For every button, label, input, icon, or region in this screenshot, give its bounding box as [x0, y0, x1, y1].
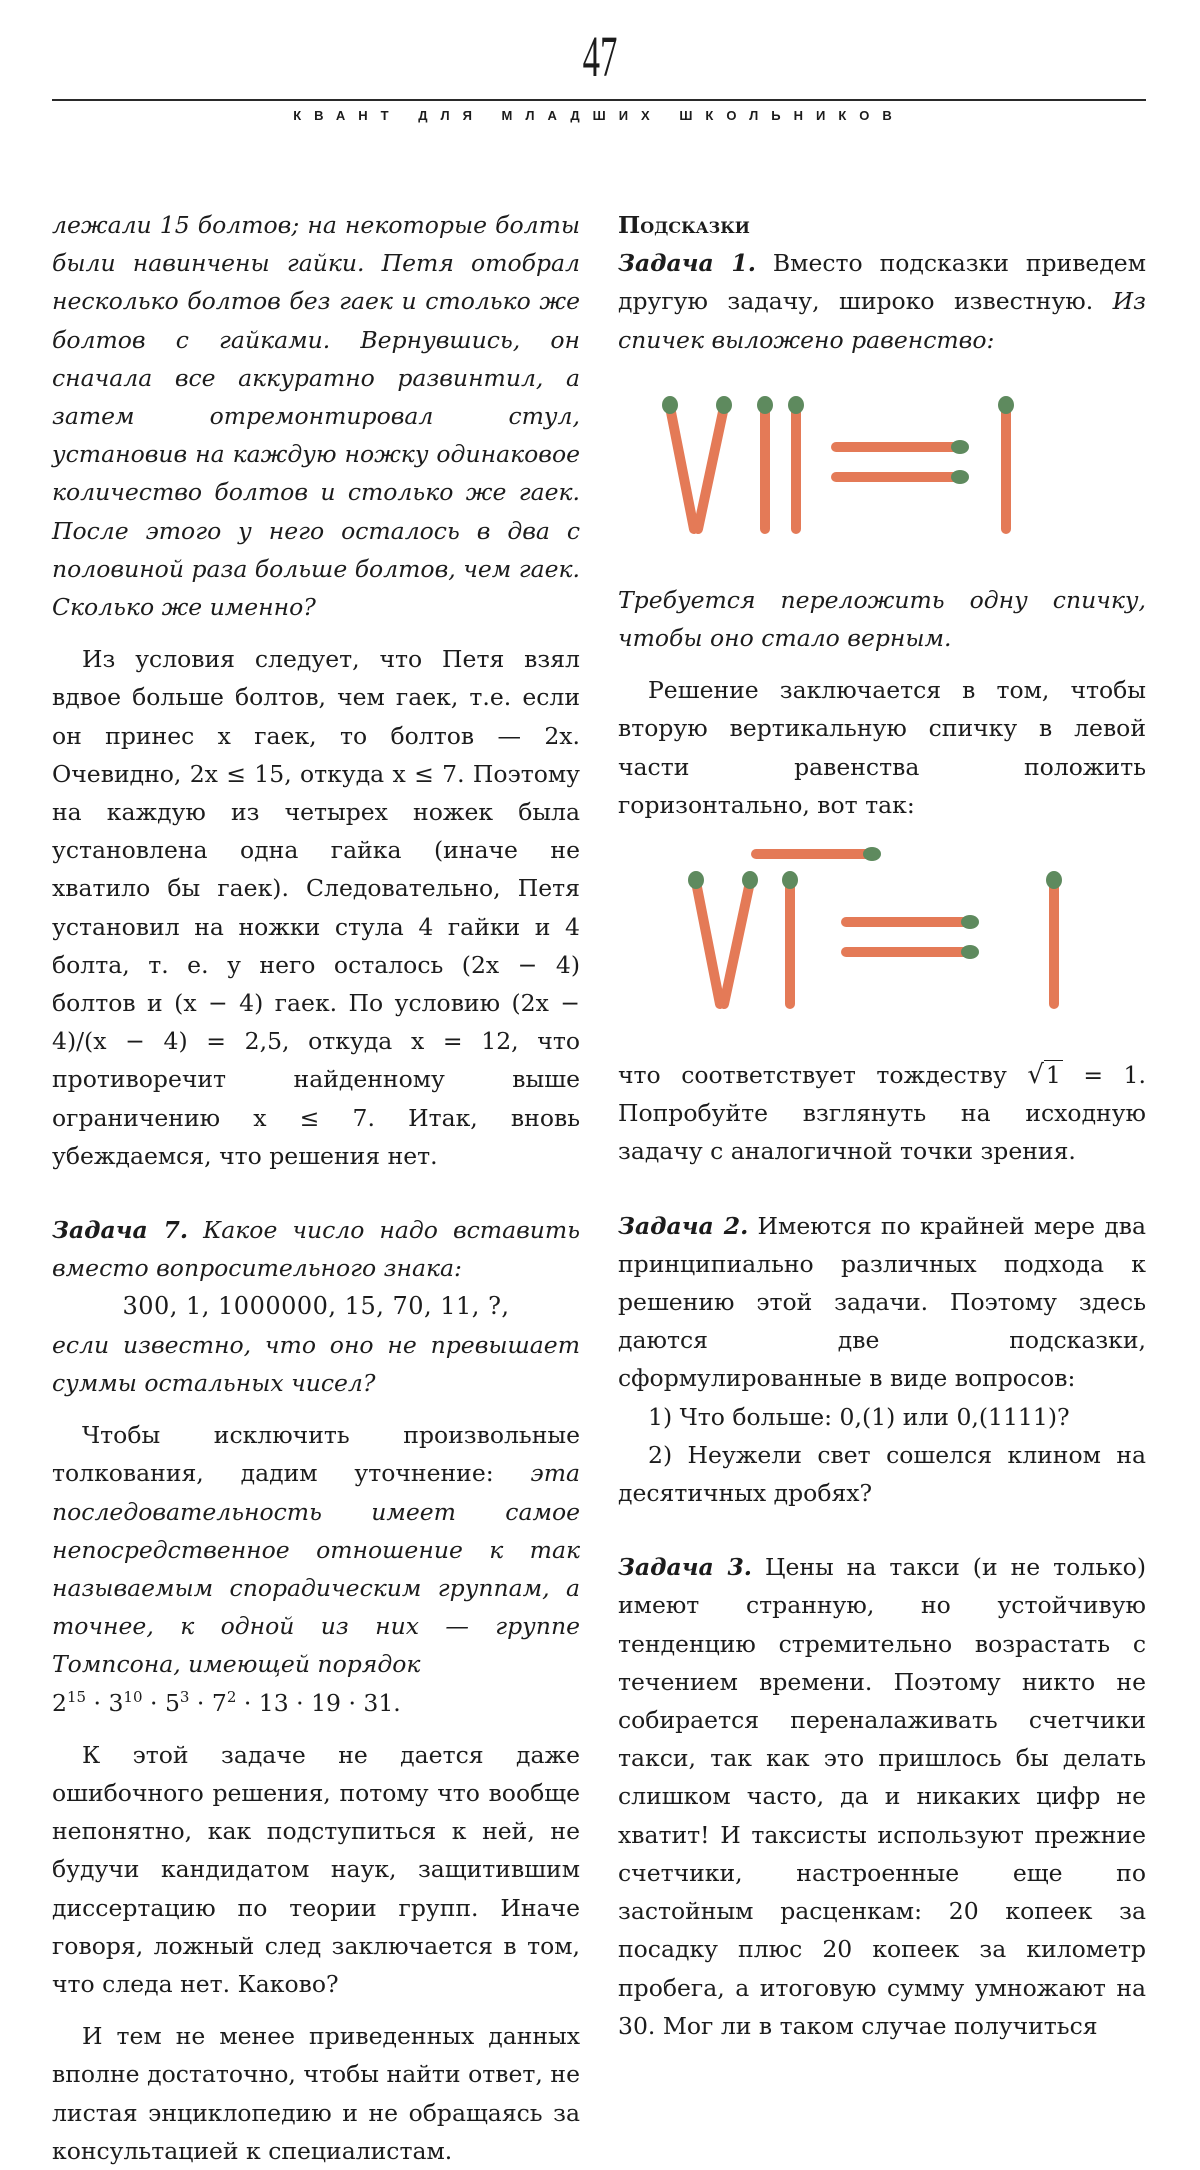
clarification-italic: эта последовательность имеет самое непосредственное отношение к так называемым спорадическим группам, а точнее, к одной из них — группе Томпсона, имеющей порядок — [52, 1459, 580, 1679]
match-v-left — [688, 871, 720, 1004]
match-root-bar — [756, 847, 881, 861]
no-solution-paragraph: К этой задаче не дается даже ошибочного решения, потому что вообще непонятно, как подступиться к ней, не будучи кандидатом наук, защитившим диссертацию по теории групп. Иначе говоря, ложный след заключается в том, что следа нет. Каково? — [52, 1740, 580, 1998]
match-result-i — [1046, 871, 1062, 1004]
clarification-start: Чтобы исключить произвольные толкования, дадим уточнение: — [52, 1421, 580, 1488]
task-2-label: Задача 2. — [618, 1211, 749, 1240]
match-i-second — [788, 396, 804, 529]
task-2 — [618, 1207, 1146, 1398]
order-exp-3: 3 — [179, 1687, 190, 1706]
running-head: КВАНТ ДЛЯ МЛАДШИХ ШКОЛЬНИКОВ — [293, 108, 905, 123]
order-base-3: 3 — [108, 1688, 124, 1717]
problem-continuation: лежали 15 болтов; на некоторые болты были навинчены гайки. Петя отобрал несколько болтов без гаек и столько же болтов с гайками. Вернувшись, он сначала все аккуратно развинтил, а затем отремонтировал стул, установив на каждую ножку одинаковое количество болтов и столько же гаек. После этого у него осталось в два с половиной раза больше болтов, чем гаек. Сколько же именно? — [52, 211, 580, 622]
order-exp-10: 10 — [123, 1687, 143, 1706]
match-result-i — [998, 396, 1014, 529]
task-1 — [618, 244, 1146, 359]
match-v-right — [698, 396, 732, 529]
task-1-italic: Из спичек выложено равенство: — [618, 287, 1146, 354]
order-exp-15: 15 — [66, 1687, 87, 1706]
order-tail: · 13 · 19 · 31. — [243, 1688, 401, 1717]
match-equals-bottom — [836, 470, 969, 484]
final-paragraph: И тем не менее приведенных данных вполне достаточно, чтобы найти ответ, не листая энциклопедию и не обращаясь за консультацией к специалистам. — [52, 2022, 580, 2165]
task-2-text: Имеются по крайней мере два принципиально различных подхода к решению этой задачи. Поэтому здесь даются две подсказки, сформулированные в виде вопросов: — [618, 1211, 1146, 1393]
clarification-paragraph — [52, 1416, 580, 1683]
figure-caption: Требуется переложить одну спичку, чтобы оно стало верным. — [618, 585, 1146, 653]
header-rule — [52, 99, 1146, 101]
hints-title: Подсказки — [618, 211, 750, 239]
task-7 — [52, 1211, 580, 1287]
solution-explanation: Решение заключается в том, чтобы вторую вертикальную спичку в левой части равенства положить горизонтально, вот так: — [618, 676, 1146, 819]
identity-end: = 1. Попробуйте взглянуть на исходную задачу с аналогичной точки зрения. — [618, 1061, 1146, 1166]
match-i-first — [782, 871, 798, 1004]
order-exp-2: 2 — [226, 1687, 237, 1706]
task-3 — [618, 1548, 1146, 2045]
hint-question-2: 2) Неужели свет сошелся клином на десятичных дробях? — [618, 1440, 1146, 1508]
matchstick-figure-original — [618, 359, 1146, 581]
right-column — [618, 206, 1146, 2045]
radicand: 1 — [1045, 1061, 1061, 1090]
match-v-left — [662, 396, 694, 529]
task-7-label: Задача 7. — [52, 1216, 189, 1245]
match-equals-bottom — [846, 945, 979, 959]
match-i-first — [757, 396, 773, 529]
identity-start: что соответствует тождеству — [618, 1061, 1007, 1090]
sqrt-symbol: √ — [1027, 1060, 1044, 1091]
hint-question-1: 1) Что больше: 0,(1) или 0,(1111)? — [648, 1402, 1070, 1431]
task-7-text: Какое число надо вставить вместо вопросительного знака: — [52, 1216, 580, 1283]
task-3-text: Цены на такси (и не только) имеют странную, но устойчивую тенденцию стремительно возрастать с течением времени. Поэтому никто не собирается переналаживать счетчики такси, так как это пришлось бы делать слишком часто, да и никаких цифр не хватит! И таксисты используют прежние счетчики, настроенные еще по застойным расценкам: 20 копеек за посадку плюс 20 копеек за километр пробега, а итоговую сумму умножают на 30. Мог ли в таком случае получиться — [618, 1553, 1146, 2040]
match-equals-top — [836, 440, 969, 454]
task-7-condition: если известно, что оно не превышает суммы остальных чисел? — [52, 1330, 580, 1397]
task-3-label: Задача 3. — [618, 1553, 752, 1582]
number-sequence: 300, 1, 1000000, 15, 70, 11, ?, — [122, 1292, 510, 1321]
order-base-2: 2 — [52, 1688, 67, 1717]
left-column — [52, 206, 580, 2170]
match-v-right — [724, 871, 758, 1004]
match-equals-top — [846, 915, 979, 929]
page-number: 47 — [582, 24, 618, 89]
order-base-7: 7 — [211, 1688, 227, 1717]
task-1-text: Вместо подсказки приведем другую задачу, широко известную. — [618, 249, 1146, 316]
order-base-5: 5 — [164, 1688, 180, 1717]
group-order: $2^{15} \cdot 3^{10} \cdot 5^3 \cdot 7^2 \cdot 13 \cdot 19 \cdot 31$. — [52, 1687, 401, 1717]
matchstick-figure-solution — [618, 824, 1146, 1056]
solution-paragraph: Из условия следует, что Петя взял вдвое больше болтов, чем гаек, т.е. если он принес x гаек, то болтов — 2x. Очевидно, 2x ≤ 15, откуда x ≤ 7. Поэтому на каждую из четырех ножек была установлена одна гайка (иначе не хватило бы гаек). Следовательно, Петя установил на ножки стула 4 гайки и 4 болта, т. е. у него осталось (2x − 4) болтов и (x − 4) гаек. По условию (2x − 4)/(x − 4) = 2,5, откуда x = 12, что противоречит найденному выше ограничению x ≤ 7. Итак, вновь убеждаемся, что решения нет. — [52, 645, 580, 1170]
task-1-label: Задача 1. — [618, 249, 756, 278]
identity-paragraph — [618, 1056, 1146, 1171]
